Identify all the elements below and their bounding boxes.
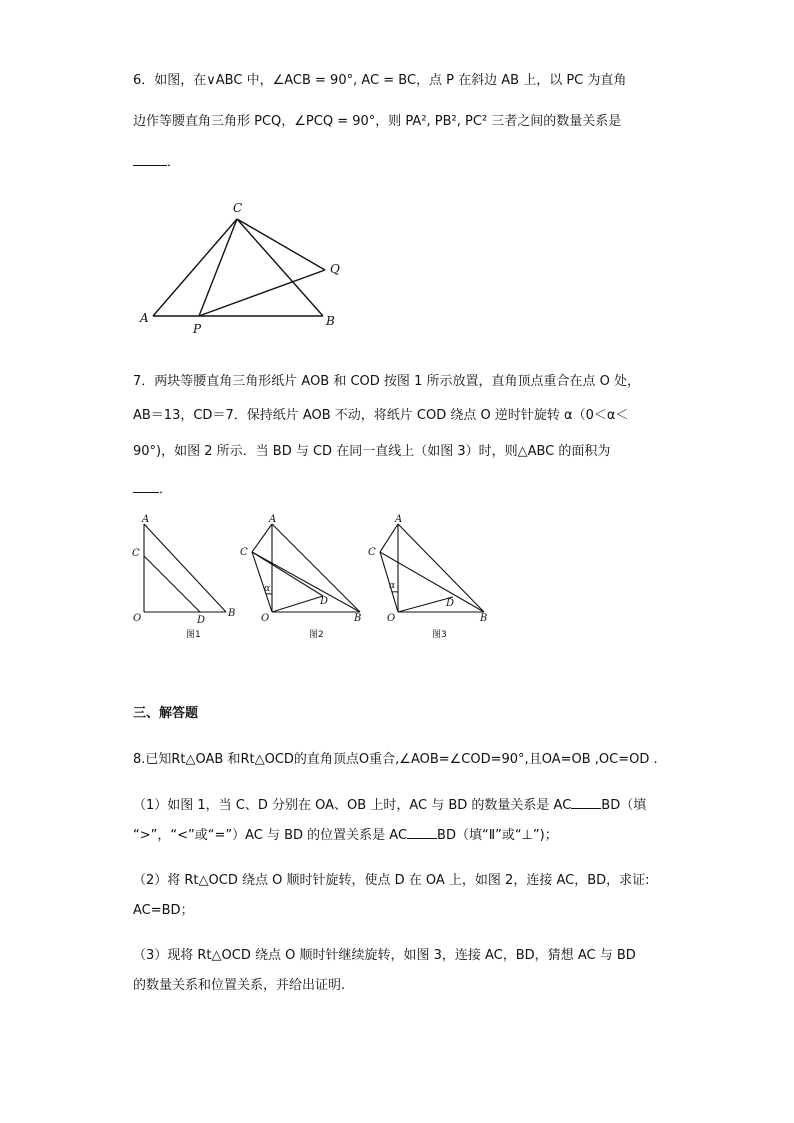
fig2-label-B: B: [354, 613, 362, 624]
q6-line-2: 边作等腰直角三角形 PCQ，∠PCQ = 90°，则 PA², PB², PC² 三者之间的数量关系是: [133, 114, 622, 129]
fig3-label-A: A: [395, 514, 403, 525]
fig3-label-O: O: [387, 613, 396, 624]
q8-part1-text-b: “>”，“<”或“=”）AC 与 BD 的位置关系是 AC: [133, 828, 408, 843]
q6-line-1: 6．如图，在∨ABC 中，∠ACB = 90°, AC = BC，点 P 在斜边 AB 上，以 PC 为直角: [133, 73, 627, 88]
section-title: 三、解答题: [133, 706, 199, 721]
answer-blank: [407, 826, 437, 839]
segment-PQ: [199, 270, 325, 316]
segment-CP: [199, 219, 237, 316]
q7-line-2: AB＝13，CD＝7．保持纸片 AOB 不动，将纸片 COD 绕点 O 逆时针旋转 α（0＜α＜: [133, 408, 629, 423]
q6-line-3-end: ．: [167, 155, 181, 170]
answer-blank: [133, 480, 159, 493]
label-C: C: [233, 201, 243, 215]
fig2-label-C: C: [240, 547, 248, 558]
q7-figure-3: [358, 510, 493, 645]
answer-blank: [133, 153, 167, 166]
q8-part1-line-b: [133, 826, 558, 845]
q8-part2-line-b: AC=BD；: [133, 903, 194, 918]
segment-CQ: [237, 219, 325, 270]
fig1-label-C: C: [132, 548, 140, 559]
segment-CB: [237, 219, 323, 316]
fig3-label-C: C: [368, 547, 376, 558]
q7-figure-2: [232, 510, 367, 645]
segment-AC: [153, 219, 237, 316]
fig1-label-A: A: [142, 514, 150, 525]
q7-line-4-end: ．: [159, 482, 173, 497]
q8-part3-line-a: （3）现将 Rt△OCD 绕点 O 顺时针继续旋转，如图 3，连接 AC，BD，猜想 AC 与 BD: [133, 948, 636, 963]
q8-line-1: 8.已知Rt△OAB 和Rt△OCD的直角顶点O重合,∠AOB=∠COD=90°,且OA=OB ,OC=OD .: [133, 752, 658, 767]
fig2-label-alpha: α: [264, 584, 271, 594]
q8-part1-text-b-end: BD（填“Ⅱ”或“⊥”)；: [437, 828, 558, 843]
q7-line-4: [133, 480, 172, 499]
fig3-label-D: D: [446, 598, 455, 609]
fig2-caption: 图2: [309, 630, 324, 640]
q8-part1-text-a-end: BD（填: [601, 798, 647, 813]
q7-line-3: 90°)，如图 2 所示．当 BD 与 CD 在同一直线上（如图 3）时，则△ABC 的面积为: [133, 444, 611, 459]
fig1-label-D: D: [197, 615, 206, 626]
label-A: A: [140, 311, 149, 325]
fig3-label-alpha: α: [389, 581, 396, 591]
label-P: P: [193, 322, 202, 336]
fig3-caption: 图3: [432, 630, 447, 640]
q7-line-1: 7．两块等腰直角三角形纸片 AOB 和 COD 按图 1 所示放置，直角顶点重合在点 O 处，: [133, 374, 640, 389]
fig3-label-B: B: [480, 613, 488, 624]
q8-part1-line-a: [133, 796, 646, 815]
fig2-label-D: D: [320, 596, 329, 607]
fig2-label-O: O: [261, 613, 270, 624]
fig1-caption: 图1: [186, 630, 201, 640]
answer-blank: [571, 796, 601, 809]
fig1-label-B: B: [228, 608, 236, 619]
label-B: B: [326, 314, 335, 328]
q6-line-3: [133, 153, 180, 172]
q8-part3-line-b: 的数量关系和位置关系，并给出证明.: [133, 978, 346, 993]
q8-part1-text-a: （1）如图 1，当 C、D 分别在 OA、OB 上时，AC 与 BD 的数量关系是 AC: [133, 798, 572, 813]
q8-part2-line-a: （2）将 Rt△OCD 绕点 O 顺时针旋转，使点 D 在 OA 上，如图 2，连接 AC，BD，求证:: [133, 873, 650, 888]
fig2-label-A: A: [269, 514, 277, 525]
fig1-label-O: O: [133, 613, 142, 624]
q6-figure: [130, 195, 360, 345]
q7-figure-1: [130, 510, 240, 645]
label-Q: Q: [330, 262, 340, 276]
